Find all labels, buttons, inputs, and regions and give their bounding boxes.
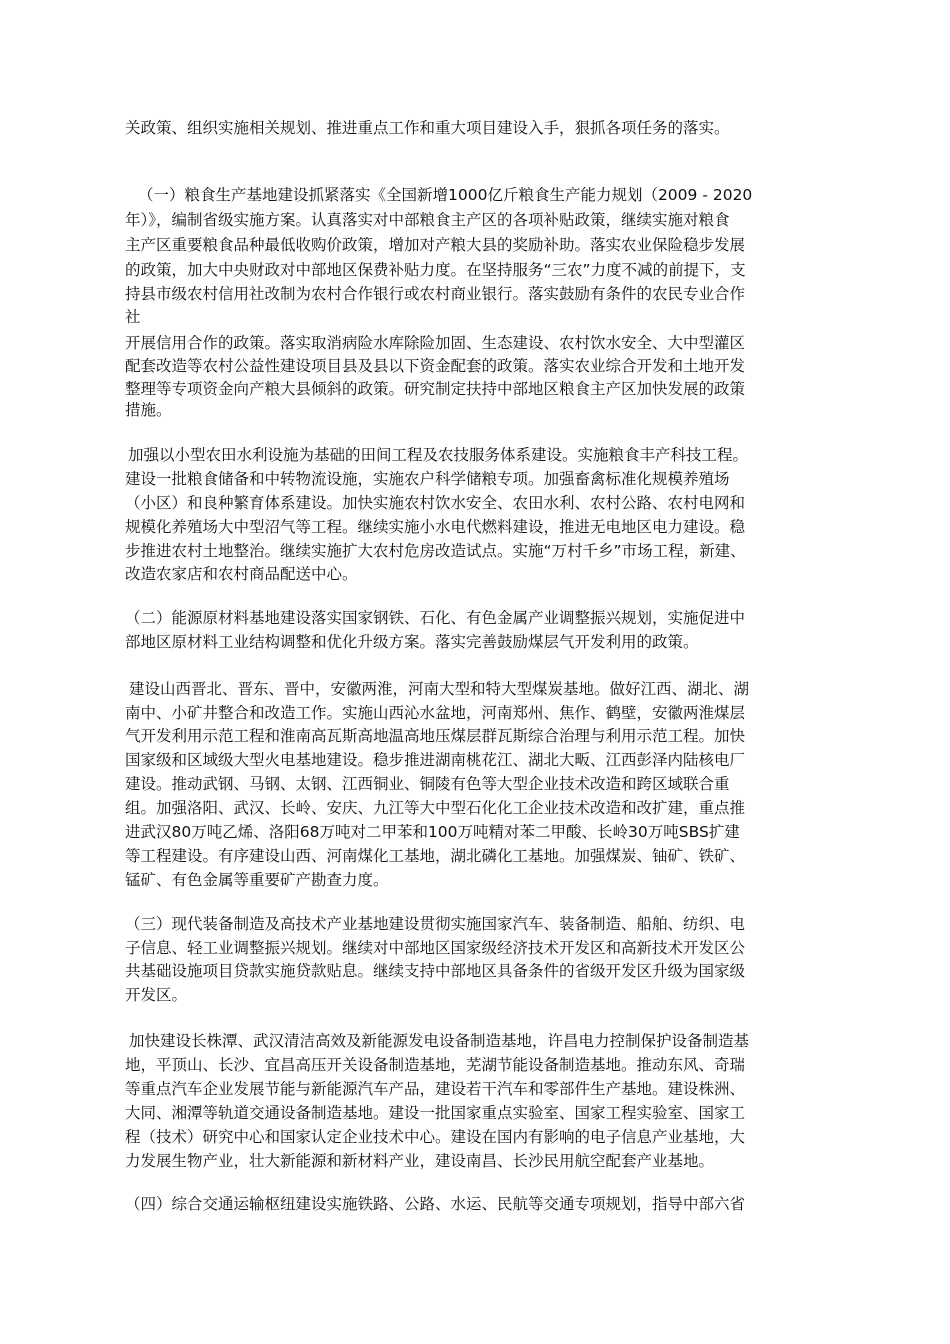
text-line: （四）综合交通运输枢纽建设实施铁路、公路、水运、民航等交通专项规划，指导中部六省 [125, 1195, 746, 1213]
text-line: 程（技术）研究中心和国家认定企业技术中心。建设在国内有影响的电子信息产业基地，大 [125, 1128, 746, 1146]
text-line: 建设山西晋北、晋东、晋中，安徽两淮，河南大型和特大型煤炭基地。做好江西、湖北、湖 [129, 680, 750, 698]
text-line: 加快建设长株潭、武汉清洁高效及新能源发电设备制造基地，许昌电力控制保护设备制造基 [129, 1032, 750, 1050]
text-line: （三）现代装备制造及高技术产业基地建设贯彻实施国家汽车、装备制造、船舶、纺织、电 [125, 915, 746, 933]
text-line: 持县市级农村信用社改制为农村合作银行或农村商业银行。落实鼓励有条件的农民专业合作 [125, 285, 746, 303]
text-line: 部地区原材料工业结构调整和优化升级方案。落实完善鼓励煤层气开发利用的政策。 [125, 633, 699, 651]
text-line: 年）》，编制省级实施方案。认真落实对中部粮食主产区的各项补贴政策，继续实施对粮食 [125, 211, 730, 229]
text-line: 锰矿、有色金属等重要矿产勘查力度。 [125, 871, 389, 889]
text-line: 整理等专项资金向产粮大县倾斜的政策。研究制定扶持中部地区粮食主产区加快发展的政策 [125, 380, 746, 398]
text-line: 国家级和区域级大型火电基地建设。稳步推进湖南桃花江、湖北大畈、江西彭泽内陆核电厂 [125, 751, 746, 769]
text-line: 开发区。 [125, 986, 188, 1004]
text-line: 气开发利用示范工程和淮南高瓦斯高地温高地压煤层群瓦斯综合治理与利用示范工程。加快 [125, 727, 746, 745]
text-line: 规模化养殖场大中型沼气等工程。继续实施小水电代燃料建设，推进无电地区电力建设。稳 [125, 518, 746, 536]
text-line: 措施。 [125, 401, 172, 419]
text-line: 南中、小矿井整合和改造工作。实施山西沁水盆地，河南郑州、焦作、鹤壁，安徽两淮煤层 [125, 704, 746, 722]
text-line: 的政策，加大中央财政对中部地区保费补贴力度。在坚持服务“三农”力度不减的前提下，支 [125, 261, 746, 279]
text-line: 等工程建设。有序建设山西、河南煤化工基地，湖北磷化工基地。加强煤炭、铀矿、铁矿、 [125, 847, 746, 865]
text-line: 子信息、轻工业调整振兴规划。继续对中部地区国家级经济技术开发区和高新技术开发区公 [125, 939, 746, 957]
text-line: （一）粮食生产基地建设抓紧落实《全国新增1000亿斤粮食生产能力规划（2009 - 2020 [138, 186, 753, 204]
text-line: 等重点汽车企业发展节能与新能源汽车产品，建设若干汽车和零部件生产基地。建设株洲、 [125, 1080, 746, 1098]
text-line: 建设。推动武钢、马钢、太钢、江西铜业、铜陵有色等大型企业技术改造和跨区域联合重 [125, 775, 730, 793]
text-line: 加强以小型农田水利设施为基础的田间工程及农技服务体系建设。实施粮食丰产科技工程。 [128, 446, 749, 464]
text-line: 开展信用合作的政策。落实取消病险水库除险加固、生态建设、农村饮水安全、大中型灌区 [125, 334, 746, 352]
text-line: 共基础设施项目贷款实施贷款贴息。继续支持中部地区具备条件的省级开发区升级为国家级 [125, 962, 746, 980]
text-line: 关政策、组织实施相关规划、推进重点工作和重大项目建设入手，狠抓各项任务的落实。 [125, 119, 730, 137]
text-line: 改造农家店和农村商品配送中心。 [125, 565, 358, 583]
text-line: 配套改造等农村公益性建设项目县及县以下资金配套的政策。落实农业综合开发和土地开发 [125, 357, 746, 375]
text-line: 主产区重要粮食品种最低收购价政策，增加对产粮大县的奖励补助。落实农业保险稳步发展 [125, 236, 746, 254]
text-line: 大同、湘潭等轨道交通设备制造基地。建设一批国家重点实验室、国家工程实验室、国家工 [125, 1104, 746, 1122]
text-line: 进武汉80万吨乙烯、洛阳68万吨对二甲苯和100万吨精对苯二甲酸、长岭30万吨SBS扩建 [125, 823, 740, 841]
text-line: 步推进农村土地整治。继续实施扩大农村危房改造试点。实施“万村千乡”市场工程，新建、 [125, 542, 746, 560]
text-line: 社 [125, 308, 141, 326]
text-line: 力发展生物产业，壮大新能源和新材料产业，建设南昌、长沙民用航空配套产业基地。 [125, 1152, 715, 1170]
text-line: 地，平顶山、长沙、宜昌高压开关设备制造基地，芜湖节能设备制造基地。推动东风、奇瑞 [125, 1056, 746, 1074]
text-line: （小区）和良种繁育体系建设。加快实施农村饮水安全、农田水利、农村公路、农村电网和 [125, 494, 746, 512]
text-line: 建设一批粮食储备和中转物流设施，实施农户科学储粮专项。加强畜禽标准化规模养殖场 [125, 470, 730, 488]
text-line: 组。加强洛阳、武汉、长岭、安庆、九江等大中型石化化工企业技术改造和改扩建，重点推 [125, 799, 746, 817]
text-line: （二）能源原材料基地建设落实国家钢铁、石化、有色金属产业调整振兴规划，实施促进中 [125, 609, 746, 627]
